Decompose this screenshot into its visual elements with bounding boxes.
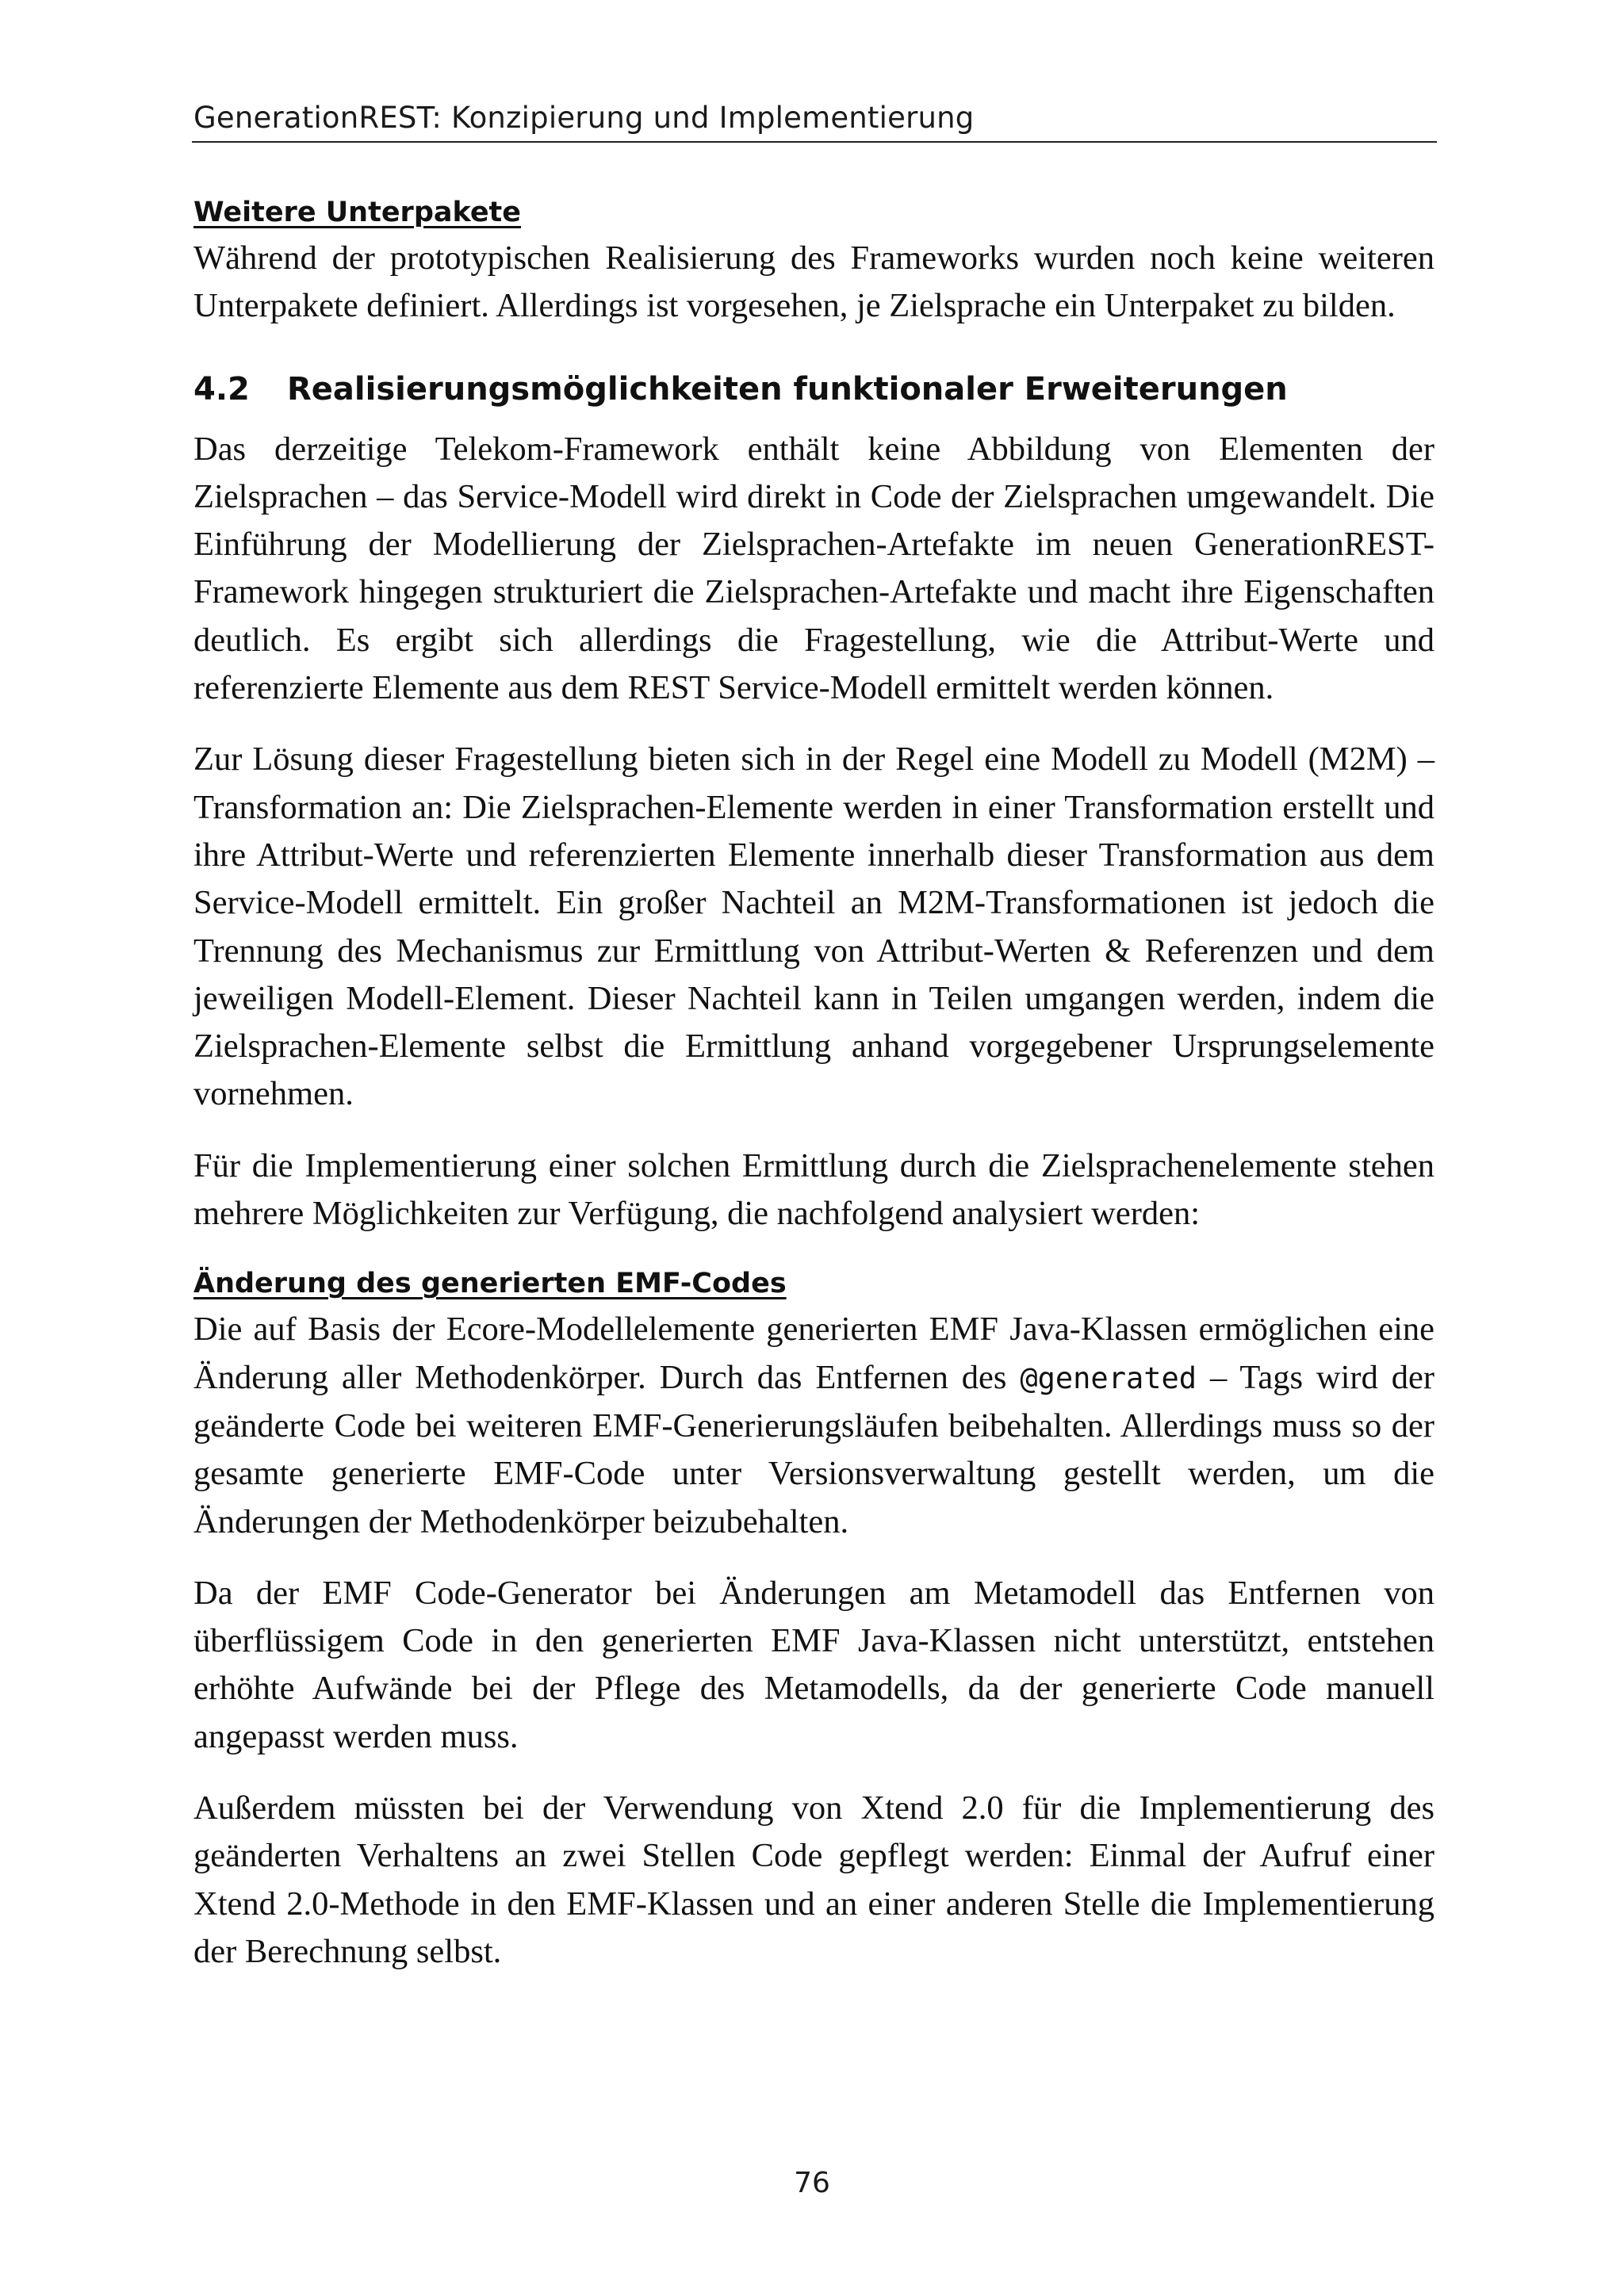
section-title: Realisierungsmöglichkeiten funktionaler Erweiterungen: [287, 370, 1288, 408]
paragraph-section-1: Das derzeitige Telekom-Framework enthält keine Abbildung von Elementen der Zielsprachen – das Service-Modell wird direkt in Code der Zielsprachen umgewandelt. Die Einführung der Modellierung der Zielsprachen-Artefakte im neuen GenerationREST-Framework hingegen strukturiert die Zielsprachen-Artefakte und macht ihre Eigenschaften deutlich. Es ergibt sich allerdings die Fragestellung, wie die Attribut-Werte und referenzierte Elemente aus dem REST Service-Modell ermittelt werden können.: [193, 430, 1434, 707]
paragraph-emf-2: Da der EMF Code-Generator bei Änderungen am Metamodell das Entfernen von überflüssigem Code in den generierten EMF Java-Klassen nicht unterstützt, entstehen erhöhte Aufwände bei der Pflege des Metamodells, da der generierte Code manuell angepasst werden muss.: [193, 1574, 1434, 1755]
running-header-title: GenerationREST: Konzipierung und Implementierung: [193, 101, 975, 135]
running-header: [192, 94, 1437, 143]
page-number: 76: [794, 2167, 830, 2199]
section-heading: [193, 365, 1434, 413]
paragraph-section-3: Für die Implementierung einer solchen Ermittlung durch die Zielsprachenelemente stehen mehrere Möglichkeiten zur Verfügung, die nachfolgend analysiert werden:: [193, 1146, 1434, 1233]
code-generated-tag: @generated: [1020, 1360, 1197, 1395]
paragraph-emf-1: [193, 1306, 1434, 1545]
section-number: 4.2: [193, 370, 250, 408]
paragraph-emf-1-text-b: – Tags wird der geänderte Code bei weiteren EMF-Generierungsläufen beibehalten. Allerdings muss so der gesamte generierte EMF-Code unter Versionsverwaltung gestellt werden, um die Änderungen der Methodenkörper beizubehalten.: [193, 1358, 1434, 1540]
paragraph-weitere-unterpakete: Während der prototypischen Realisierung des Frameworks wurden noch keine weiteren Unterpakete definiert. Allerdings ist vorgesehen, je Zielsprache ein Unterpaket zu bilden.: [193, 239, 1434, 325]
paragraph-section-2: Zur Lösung dieser Fragestellung bieten sich in der Regel eine Modell zu Modell (M2M) – Transformation an: Die Zielsprachen-Elemente werden in einer Transformation erstellt und ihre Attribut-Werte und referenzierten Elemente innerhalb dieser Transformation aus dem Service-Modell ermittelt. Ein großer Nachteil an M2M-Transformationen ist jedoch die Trennung des Mechanismus zur Ermittlung von Attribut-Werten & Referenzen und dem jeweiligen Modell-Element. Dieser Nachteil kann in Teilen umgangen werden, indem die Zielsprachen-Elemente selbst die Ermittlung anhand vorgegebener Ursprungselemente vornehmen.: [193, 740, 1434, 1113]
subsection-heading-aenderung-emf-codes: Änderung des generierten EMF-Codes: [193, 1268, 787, 1300]
paragraph-emf-1-text-a: Die auf Basis der Ecore-Modellelemente generierten EMF Java-Klassen ermöglichen eine Änderung aller Methodenkörper. Durch das Entfernen des: [193, 1311, 1434, 1396]
subsection-heading-weitere-unterpakete: Weitere Unterpakete: [193, 197, 522, 228]
paragraph-emf-3: Außerdem müssten bei der Verwendung von Xtend 2.0 für die Implementierung des geänderten Verhaltens an zwei Stellen Code gepflegt werden: Einmal der Aufruf einer Xtend 2.0-Methode in den EMF-Klassen und an einer anderen Stelle die Implementierung der Berechnung selbst.: [193, 1789, 1434, 1970]
page-body: [193, 190, 1434, 1976]
